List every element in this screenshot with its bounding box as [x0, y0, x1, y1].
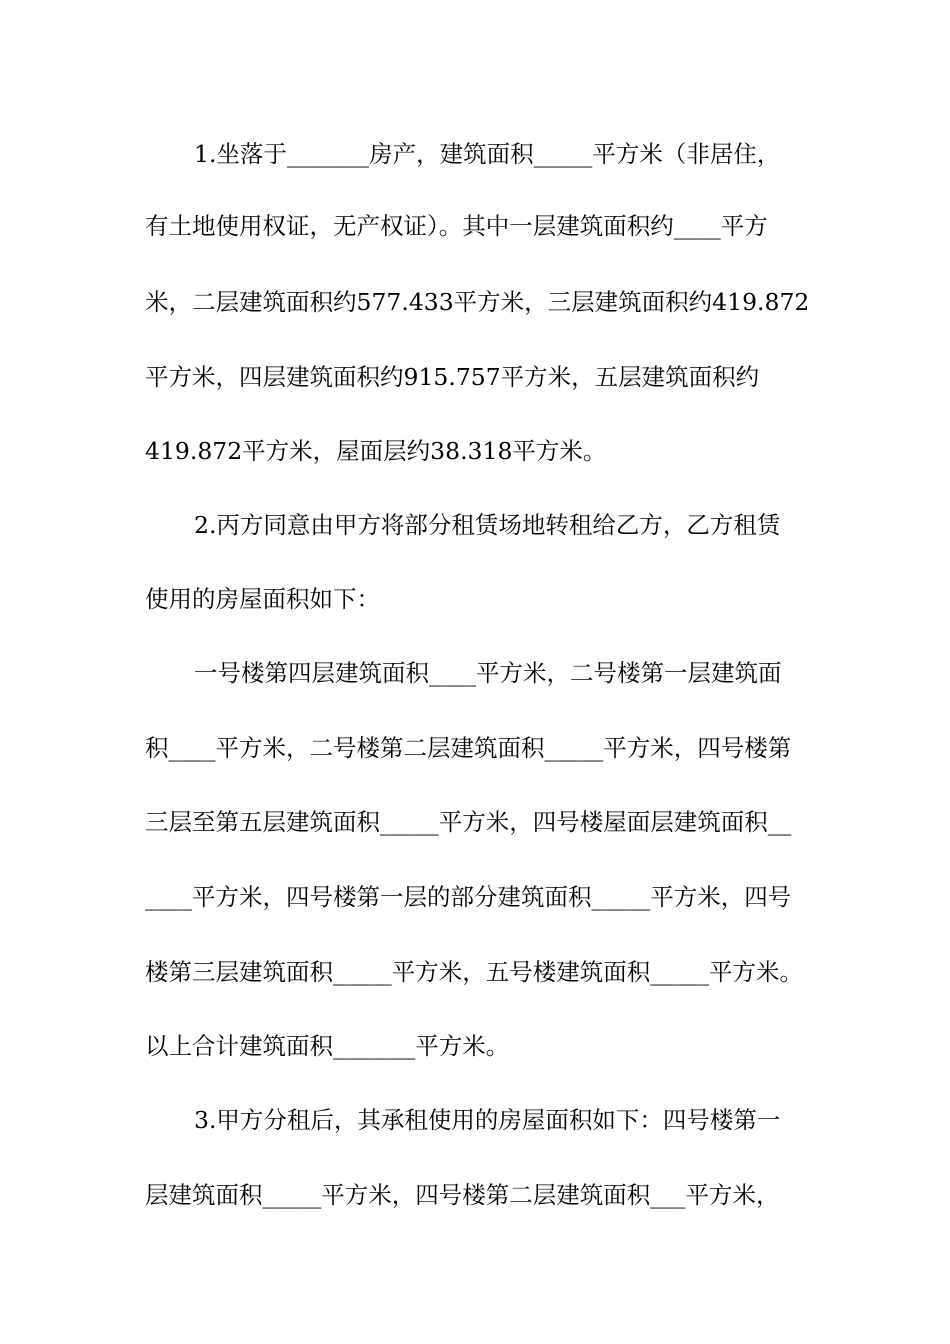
paragraph-4-line-1: 3.甲方分租后，其承租使用的房屋面积如下：四号楼第一	[194, 1106, 781, 1134]
paragraph-3-line-1: 一号楼第四层建筑面积____平方米，二号楼第一层建筑面	[194, 659, 782, 687]
paragraph-2-line-1: 2.丙方同意由甲方将部分租赁场地转租给乙方，乙方租赁	[194, 511, 781, 539]
paragraph-3-line-3: 三层至第五层建筑面积_____平方米，四号楼屋面层建筑面积__	[145, 808, 792, 836]
paragraph-1-line-2: 有土地使用权证，无产权证）。其中一层建筑面积约____平方	[145, 212, 768, 240]
paragraph-1-line-1: 1.坐落于_______房产，建筑面积_____平方米（非居住，	[194, 140, 781, 168]
paragraph-4-line-2: 层建筑面积_____平方米，四号楼第二层建筑面积___平方米，	[145, 1181, 780, 1209]
paragraph-3-line-5: 楼第三层建筑面积_____平方米，五号楼建筑面积_____平方米。	[145, 958, 803, 986]
paragraph-3-line-4: ____平方米，四号楼第一层的部分建筑面积_____平方米，四号	[145, 883, 792, 911]
paragraph-3-line-6: 以上合计建筑面积_______平方米。	[145, 1032, 510, 1060]
paragraph-2-line-2: 使用的房屋面积如下：	[145, 585, 380, 613]
paragraph-1-line-4: 平方米，四层建筑面积约915.757平方米，五层建筑面积约	[145, 363, 760, 391]
paragraph-1-line-5: 419.872平方米，屋面层约38.318平方米。	[145, 437, 607, 465]
paragraph-1-line-3: 米，二层建筑面积约577.433平方米，三层建筑面积约419.872	[145, 288, 810, 316]
paragraph-3-line-2: 积____平方米，二号楼第二层建筑面积_____平方米，四号楼第	[145, 734, 792, 762]
